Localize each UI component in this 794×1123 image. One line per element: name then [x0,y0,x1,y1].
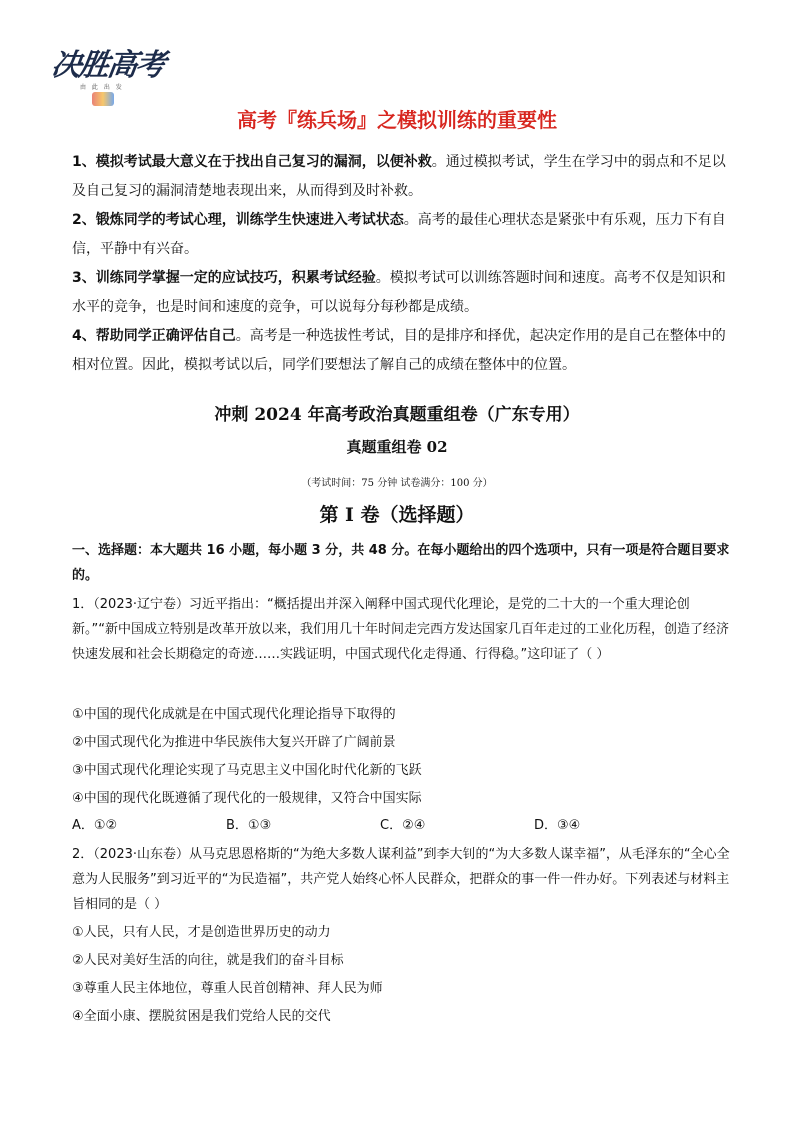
choice-a[interactable]: A．①② [72,818,118,833]
exam-meta: （考试时间：75 分钟 试卷满分：100 分） [301,478,493,489]
intro-point-3: 3、训练同学掌握一定的应试技巧，积累考试经验。模拟考试可以训练答题时间和速度。高考不仅是知识和水平的竞争，也是时间和速度的竞争，可以说每分每秒都是成绩。 [72,270,726,315]
exam-subtitle: 真题重组卷 02 [346,438,448,456]
question-1-stem: 1．（2023·辽宁卷）习近平指出：“概括提出并深入阐释中国式现代化理论，是党的二十大的一个重大理论创新。”“新中国成立特别是改革开放以来，我们用几十年时间走完西方发达国家几百年走过的工业化历程，创造了经济快速发展和社会长期稳定的奇迹……实践证明，中国式现代化走得通、行得稳。”这印证了（ ） [72,597,729,662]
question-2-option: ③尊重人民主体地位，尊重人民首创精神、拜人民为师 [72,981,383,996]
brand-logo [49,32,172,112]
instructions: 一、选择题：本大题共 16 小题，每小题 3 分，共 48 分。在每小题给出的四个选项中，只有一项是符合题目要求的。 [72,543,730,583]
logo-text: 决胜高考 [49,48,166,83]
question-2-option: ④全面小康、摆脱贫困是我们党给人民的交代 [72,1009,331,1024]
question-2-stem: 2．（2023·山东卷）从马克思恩格斯的“为绝大多数人谋利益”到李大钊的“为大多数人谋幸福”，从毛泽东的“全心全意为人民服务”到习近平的“为民造福”，共产党人始终心怀人民群众，把群众的事一件一件办好。下列表述与材料主旨相同的是（ ） [72,847,730,912]
question-1-option: ④中国的现代化既遵循了现代化的一般规律，又符合中国实际 [72,791,422,806]
question-1-option: ②中国式现代化为推进中华民族伟大复兴开辟了广阔前景 [72,735,396,750]
choice-d[interactable]: D．③④ [534,818,581,833]
page-headline: 高考『练兵场』之模拟训练的重要性 [237,108,557,132]
question-1-option: ③中国式现代化理论实现了马克思主义中国化时代化新的飞跃 [72,763,422,778]
intro-point-1: 1、模拟考试最大意义在于找出自己复习的漏洞，以便补救。通过模拟考试，学生在学习中的弱点和不足以及自己复习的漏洞清楚地表现出来，从而得到及时补救。 [72,154,726,199]
section-title: 第 I 卷（选择题） [319,504,475,526]
choice-c[interactable]: C．②④ [380,818,426,833]
logo-subtitle: 由 此 出 发 [80,84,124,91]
intro-point-2: 2、锻炼同学的考试心理，训练学生快速进入考试状态。高考的最佳心理状态是紧张中有乐观，压力下有自信，平静中有兴奋。 [72,212,726,257]
question-2-option: ①人民，只有人民，才是创造世界历史的动力 [72,925,331,940]
exam-title: 冲刺 2024 年高考政治真题重组卷（广东专用） [214,405,580,425]
question-2-option: ②人民对美好生活的向往，就是我们的奋斗目标 [72,953,344,968]
question-1-choices [72,814,732,839]
intro-point-4: 4、帮助同学正确评估自己。高考是一种选拔性考试，目的是排序和择优，起决定作用的是自己在整体中的相对位置。因此，模拟考试以后，同学们要想法了解自己的成绩在整体中的位置。 [72,328,726,373]
question-1-option: ①中国的现代化成就是在中国式现代化理论指导下取得的 [72,707,396,722]
choice-b[interactable]: B．①③ [226,818,272,833]
